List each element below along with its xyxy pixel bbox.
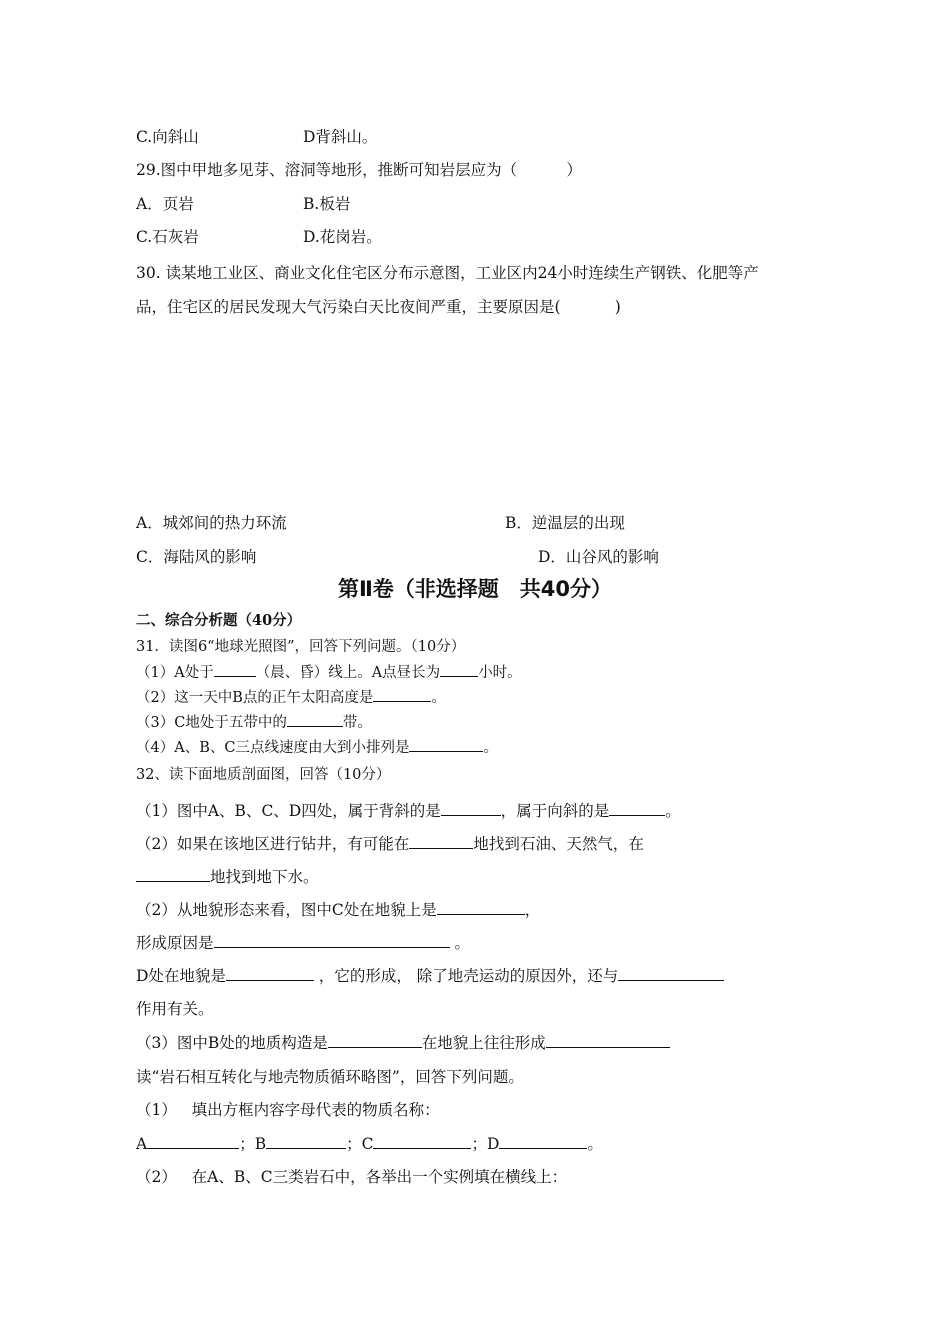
q32-p1-text-a: （1）图中A、B、C、D四处，属于背斜的是 (136, 802, 441, 820)
q31-p1-text-b: （晨、昏）线上。A点昼长为 (255, 665, 441, 681)
q29-option-b: B.板岩 (303, 195, 351, 213)
q32-p4-blank2[interactable] (618, 965, 724, 981)
q32-part3 (136, 899, 540, 921)
q31-p1-text-a: （1）A处于 (136, 665, 214, 681)
q30-stem-line1: 30. 读某地工业区、商业文化住宅区分布示意图，工业区内24小时连续生产钢铁、化肥等产 (136, 264, 759, 282)
q32-p2-text-b: 地找到石油、天然气，在 (473, 835, 644, 853)
q32-p1-blank1[interactable] (441, 800, 501, 816)
section-title: 第Ⅱ卷（非选择题 共40分） (337, 577, 613, 601)
q32-p2-text-a: （2）如果在该地区进行钻井，有可能在 (136, 835, 410, 853)
q31-p4-text-b: 。 (483, 740, 498, 756)
q31-p1-text-c: 小时。 (478, 665, 522, 681)
q32-p5-text-a: （3）图中B处的地质构造是 (136, 1034, 328, 1052)
q33-stem: 读“岩石相互转化与地壳物质循环略图”，回答下列问题。 (136, 1068, 524, 1086)
q31-part4 (136, 736, 498, 759)
q32-p3-blank1[interactable] (437, 899, 525, 915)
q30-stem-line2: 品，住宅区的居民发现大气污染白天比夜间严重，主要原因是( ) (136, 298, 621, 316)
q32-p5-text-b: 在地貌上往往形成 (421, 1034, 546, 1052)
q30-figure-area (136, 330, 816, 500)
q31-p3-blank[interactable] (287, 711, 343, 727)
q32-p1-blank2[interactable] (609, 800, 665, 816)
q31-p1-blank1[interactable] (214, 661, 256, 677)
q32-part4-cont: 作用有关。 (136, 1000, 214, 1018)
q31-p3-text-b: 带。 (342, 715, 372, 731)
q32-p1-text-c: 。 (665, 802, 681, 820)
q28-option-d: D背斜山。 (303, 128, 378, 146)
q33-part1: （1） 填出方框内容字母代表的物质名称： (136, 1101, 440, 1119)
section-heading: 二、综合分析题（40分） (136, 612, 302, 629)
q33-label-b: ；B (239, 1135, 267, 1153)
q29-option-c: C.石灰岩 (136, 228, 199, 246)
q31-p4-blank[interactable] (409, 736, 483, 752)
q31-stem: 31．读图6“地球光照图”，回答下列问题。（10分） (136, 639, 466, 655)
q33-label-d: ；D (471, 1135, 500, 1153)
q32-p4-text-a: D处在地貌是 (136, 967, 226, 985)
q32-part5 (136, 1032, 670, 1054)
q32-p4-text-b: ，它的形成， 除了地壳运动的原因外，还与 (313, 967, 619, 985)
q31-p1-blank2[interactable] (440, 661, 478, 677)
q32-p2-blank1[interactable] (409, 833, 473, 849)
q33-blank-a[interactable] (147, 1133, 239, 1149)
q32-p5-blank1[interactable] (328, 1032, 422, 1048)
q33-blank-c[interactable] (373, 1133, 471, 1149)
q32-p3-text-c: 形成原因是 (136, 934, 214, 952)
q32-p3-text-b: ， (524, 901, 541, 919)
q33-label-c: ；C (346, 1135, 374, 1153)
q31-part2 (136, 686, 446, 709)
q32-part1 (136, 800, 681, 822)
q31-p4-text-a: （4）A、B、C三点线速度由大到小排列是 (136, 740, 410, 756)
q32-part3-cont (136, 932, 470, 954)
q33-blank-b[interactable] (266, 1133, 346, 1149)
q32-p2-text-c: 地找到地下水。 (210, 868, 319, 886)
q28-option-c: C.向斜山 (136, 128, 199, 146)
q33-blank-d[interactable] (499, 1133, 587, 1149)
q32-p5-blank2[interactable] (546, 1032, 670, 1048)
q32-part2 (136, 833, 644, 855)
q31-part3 (136, 711, 372, 734)
q31-p3-text-a: （3）C地处于五带中的 (136, 715, 287, 731)
q30-option-b: B．逆温层的出现 (505, 514, 625, 532)
q32-stem: 32、读下面地质剖面图，回答（10分） (136, 767, 391, 783)
q32-p3-text-d: 。 (449, 934, 470, 952)
q30-option-c: C．海陆风的影响 (136, 548, 257, 566)
q32-part4 (136, 965, 724, 987)
q30-option-a: A．城郊间的热力环流 (136, 514, 287, 532)
q31-p2-text-b: 。 (431, 690, 446, 706)
q32-p1-text-b: ，属于向斜的是 (500, 802, 610, 820)
q29-option-a: A．页岩 (136, 195, 194, 213)
q32-p4-blank1[interactable] (226, 965, 314, 981)
q29-option-d: D.花岗岩。 (303, 228, 382, 246)
q31-p2-blank[interactable] (373, 686, 431, 702)
q32-p2-blank2[interactable] (136, 866, 210, 882)
q32-p3-text-a: （2）从地貌形态来看，图中C处在地貌上是 (136, 901, 437, 919)
q31-part1 (136, 661, 522, 684)
q31-p2-text-a: （2）这一天中B点的正午太阳高度是 (136, 690, 374, 706)
q32-p3-blank2[interactable] (214, 932, 450, 948)
q32-part2-cont (136, 866, 319, 888)
q29-stem: 29.图中甲地多见芽、溶洞等地形，推断可知岩层应为（ ） (136, 161, 582, 179)
q30-option-d: D．山谷风的影响 (538, 548, 659, 566)
q33-part1-answers (136, 1133, 603, 1155)
q33-part1-end: 。 (587, 1135, 603, 1153)
q33-label-a: A (136, 1135, 148, 1153)
q33-part2: （2） 在A、B、C三类岩石中，各举出一个实例填在横线上： (136, 1168, 568, 1186)
